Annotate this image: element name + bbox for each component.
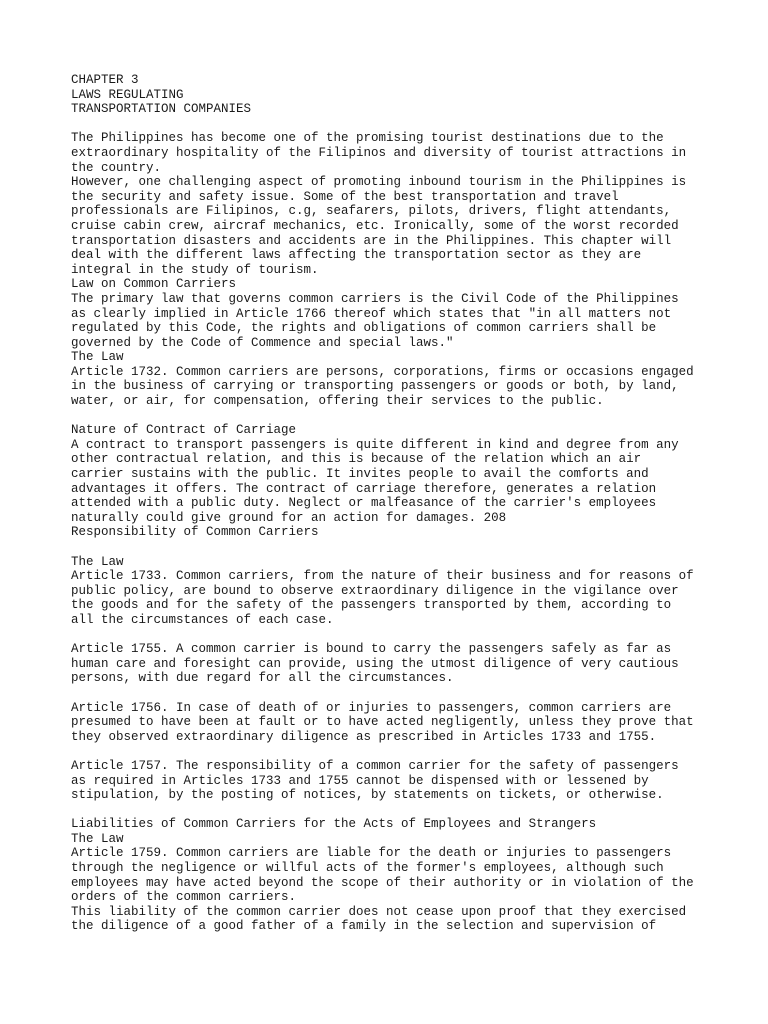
blank-line	[71, 540, 711, 555]
text-line: in the business of carrying or transporting passengers or goods or both, by land,	[71, 379, 679, 394]
text-line: A contract to transport passengers is quite different in kind and degree from any	[71, 437, 679, 452]
text-line: other contractual relation, and this is because of the relation which an air	[71, 452, 642, 467]
blank-line	[71, 686, 711, 701]
text-line: stipulation, by the posting of notices, by statements on tickets, or otherwise.	[71, 788, 664, 803]
text-line: This liability of the common carrier does not cease upon proof that they exercised	[71, 904, 687, 919]
text-line: CHAPTER 3	[71, 73, 139, 87]
text-line: The primary law that governs common carriers is the Civil Code of the Philippines	[71, 291, 679, 306]
text-line: through the negligence or willful acts of the former's employees, although such	[71, 861, 664, 876]
text-line: governed by the Code of Commence and special laws."	[71, 335, 454, 350]
text-line: cruise cabin crew, aircraf mechanics, etc. Ironically, some of the worst recorded	[71, 218, 679, 233]
text-line: transportation disasters and accidents are in the Philippines. This chapter will	[71, 233, 672, 248]
text-line: regulated by this Code, the rights and obligations of common carriers shall be	[71, 321, 657, 336]
text-line: Nature of Contract of Carriage	[71, 423, 297, 438]
text-line: Article 1759. Common carriers are liable for the death or injuries to passengers	[71, 846, 672, 861]
text-line: Article 1732. Common carriers are persons, corporations, firms or occasions engaged	[71, 364, 694, 379]
text-line: Article 1757. The responsibility of a common carrier for the safety of passengers	[71, 758, 679, 773]
text-line: TRANSPORTATION COMPANIES	[71, 102, 252, 117]
text-line: carrier sustains with the public. It invites people to avail the comforts and	[71, 467, 649, 482]
text-line: Law on Common Carriers	[71, 277, 237, 292]
text-line: advantages it offers. The contract of carriage therefore, generates a relation	[71, 481, 657, 496]
text-line: attended with a public duty. Neglect or malfeasance of the carrier's employees	[71, 496, 657, 511]
text-line: naturally could give ground for an action for damages. 208	[71, 510, 507, 525]
text-line: as required in Articles 1733 and 1755 cannot be dispensed with or lessened by	[71, 773, 649, 788]
text-line: the diligence of a good father of a family in the selection and supervision of	[71, 919, 657, 934]
text-line: human care and foresight can provide, using the utmost diligence of very cautious	[71, 656, 679, 671]
text-line: deal with the different laws affecting the transportation sector as they are	[71, 248, 642, 263]
text-line: the country.	[71, 160, 162, 175]
blank-line	[71, 803, 711, 818]
text-line: employees may have acted beyond the scope of their authority or in violation of the	[71, 875, 694, 890]
blank-line	[71, 744, 711, 759]
text-line: Responsibility of Common Carriers	[71, 525, 319, 540]
text-line: they observed extraordinary diligence as prescribed in Articles 1733 and 1755.	[71, 729, 657, 744]
text-line: integral in the study of tourism.	[71, 262, 319, 277]
text-line: public policy, are bound to observe extraordinary diligence in the vigilance over	[71, 583, 679, 598]
text-line: the goods and for the safety of the passengers transported by them, according to	[71, 598, 672, 613]
text-line: all the circumstances of each case.	[71, 612, 334, 627]
blank-line	[71, 409, 711, 424]
text-line: presumed to have been at fault or to have acted negligently, unless they prove that	[71, 715, 694, 730]
text-line: LAWS REGULATING	[71, 87, 184, 102]
text-line: The Law	[71, 350, 124, 365]
text-line: extraordinary hospitality of the Filipinos and diversity of tourist attractions in	[71, 145, 687, 160]
text-line: However, one challenging aspect of promoting inbound tourism in the Philippines is	[71, 175, 687, 190]
document-page	[71, 73, 711, 934]
text-line: persons, with due regard for all the circumstances.	[71, 671, 454, 686]
text-line: professionals are Filipinos, c.g, seafarers, pilots, drivers, flight attendants,	[71, 204, 672, 219]
text-line: Article 1756. In case of death of or injuries to passengers, common carriers are	[71, 700, 672, 715]
text-line: The Law	[71, 831, 124, 846]
text-line: Article 1733. Common carriers, from the nature of their business and for reasons of	[71, 569, 694, 584]
blank-line	[71, 117, 711, 132]
text-line: as clearly implied in Article 1766 thereof which states that "in all matters not	[71, 306, 672, 321]
text-line: water, or air, for compensation, offering their services to the public.	[71, 394, 604, 409]
text-line: the security and safety issue. Some of the best transportation and travel	[71, 189, 619, 204]
text-line: Liabilities of Common Carriers for the Acts of Employees and Strangers	[71, 817, 597, 832]
text-line: orders of the common carriers.	[71, 890, 297, 905]
blank-line	[71, 628, 711, 643]
text-line: The Philippines has become one of the promising tourist destinations due to the	[71, 131, 664, 146]
text-line: Article 1755. A common carrier is bound to carry the passengers safely as far as	[71, 642, 672, 657]
text-line: The Law	[71, 554, 124, 569]
